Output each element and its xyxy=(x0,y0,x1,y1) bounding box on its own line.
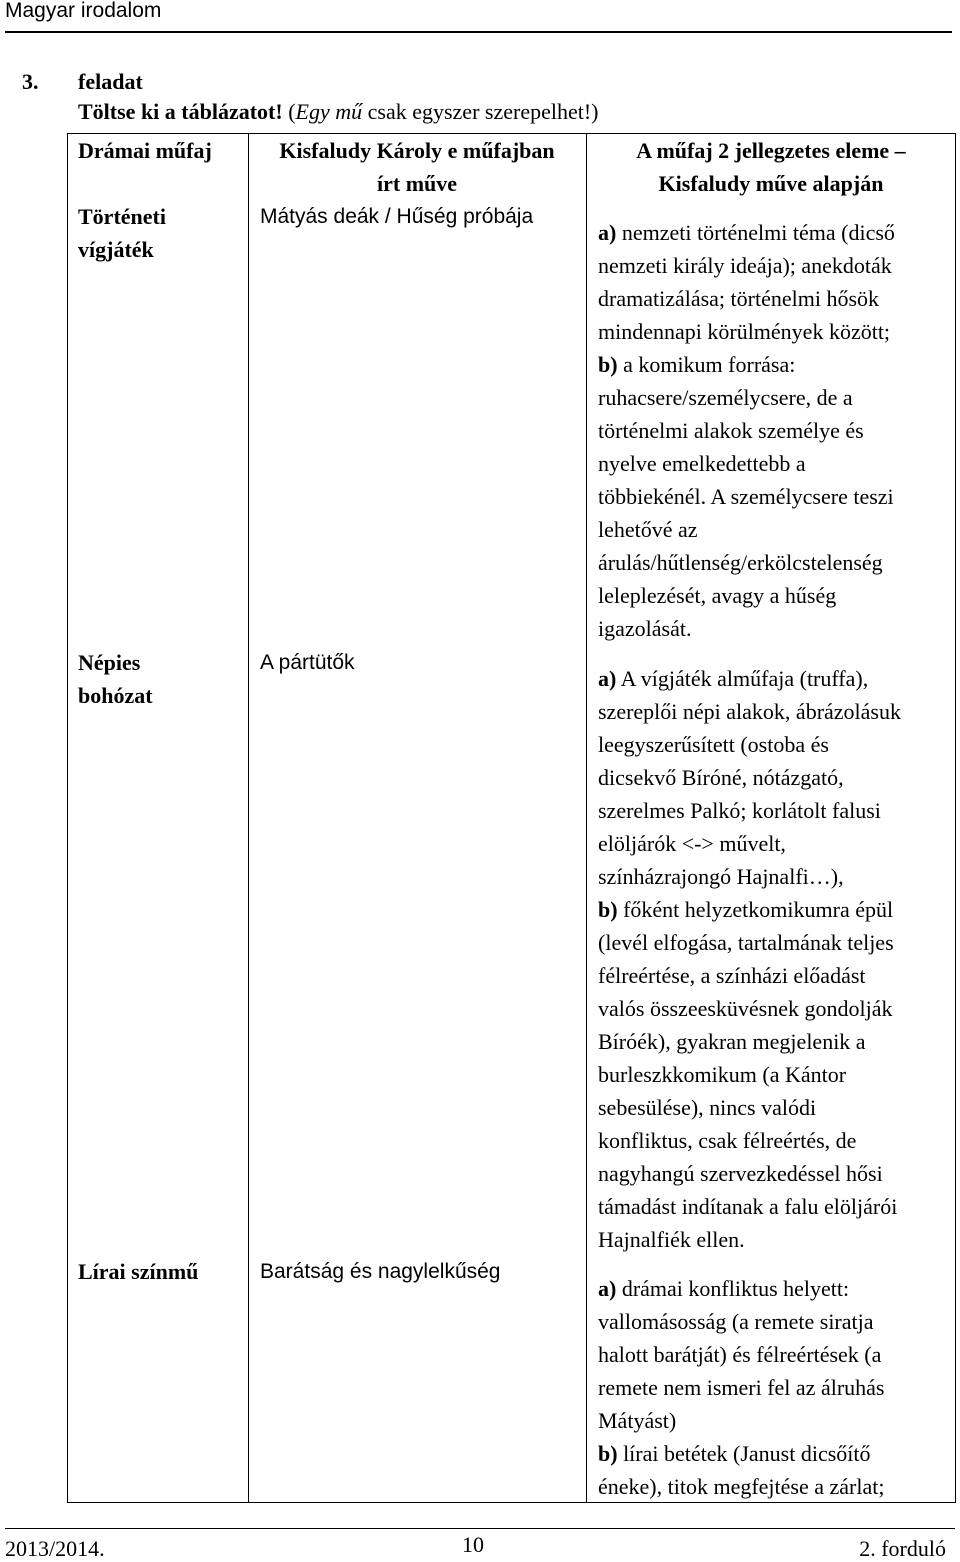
task-instruction xyxy=(78,98,599,126)
desc-line: mindennapi körülmények között; xyxy=(598,319,891,344)
footer-year: 2013/2014. xyxy=(5,1536,105,1561)
footer-rule xyxy=(5,1528,955,1529)
desc-line xyxy=(598,1437,884,1470)
table-border-left xyxy=(67,133,68,1503)
header-work-line2: írt műve xyxy=(376,171,458,196)
desc-line: valós összeesküvésnek gondolják xyxy=(598,996,893,1021)
footer-round: 2. forduló xyxy=(859,1536,946,1561)
desc-text: A vígjáték alműfaja (truffa), xyxy=(616,666,869,691)
desc-line xyxy=(598,893,901,926)
header-work-line1: Kisfaludy Károly e műfajban xyxy=(279,138,555,163)
row-1-work: Mátyás deák / Hűség próbája xyxy=(260,205,534,228)
header-title: Magyar irodalom xyxy=(5,0,162,22)
desc-line: Mátyást) xyxy=(598,1408,677,1433)
header-elements xyxy=(588,134,954,200)
desc-line: Hajnalfiék ellen. xyxy=(598,1227,745,1252)
instruction-italic: Egy mű xyxy=(295,99,363,124)
row-3-work: Barátság és nagylelkűség xyxy=(260,1260,501,1283)
desc-line xyxy=(598,1272,884,1305)
desc-line: támadást indítanak a falu elöljárói xyxy=(598,1194,898,1219)
desc-line: nagyhangú szervezkedéssel hősi xyxy=(598,1161,883,1186)
desc-line: többiekénél. A személycsere teszi xyxy=(598,484,894,509)
desc-line: halott barátját) és félreértések (a xyxy=(598,1342,882,1367)
genre-line: Népies xyxy=(78,650,141,675)
desc-line xyxy=(598,662,901,695)
task-number: 3. xyxy=(22,69,39,94)
row-3-genre xyxy=(78,1255,246,1288)
instruction-bold: Töltse ki a táblázatot! xyxy=(78,99,283,124)
instruction-rest: csak egyszer szerepelhet!) xyxy=(362,99,599,124)
row-3-description xyxy=(598,1272,884,1503)
desc-line: félreértése, a színházi előadást xyxy=(598,963,866,988)
desc-marker: b) xyxy=(598,897,618,922)
desc-marker: a) xyxy=(598,220,617,245)
page-footer xyxy=(0,1526,960,1561)
desc-line: igazolását. xyxy=(598,616,692,641)
desc-line: dramatizálása; történelmi hősök xyxy=(598,286,880,311)
desc-line: remete nem ismeri fel az álruhás xyxy=(598,1375,885,1400)
header-work xyxy=(250,134,584,200)
desc-line: burleszkkomikum (a Kántor xyxy=(598,1062,847,1087)
genre-line: Lírai színmű xyxy=(78,1259,199,1284)
desc-line: árulás/hűtlenség/erkölcstelenség xyxy=(598,550,883,575)
table-border-right xyxy=(955,133,956,1503)
desc-line: dicsekvő Bíróné, nótázgató, xyxy=(598,765,844,790)
desc-line: éneke), titok megfejtése a zárlat; xyxy=(598,1474,885,1499)
desc-line xyxy=(598,348,895,381)
desc-line: sebesülése), nincs valódi xyxy=(598,1095,817,1120)
desc-line: szerelmes Palkó; korlátolt falusi xyxy=(598,798,881,823)
task-label: feladat xyxy=(78,69,143,94)
header-rule xyxy=(5,31,952,33)
genre-line: bohózat xyxy=(78,683,153,708)
desc-text: főként helyzetkomikumra épül xyxy=(617,897,894,922)
desc-marker: a) xyxy=(598,1276,617,1301)
desc-text: drámai konfliktus helyett: xyxy=(616,1276,850,1301)
desc-line: nemzeti király ideája); anekdoták xyxy=(598,253,892,278)
desc-line: vallomásosság (a remete siratja xyxy=(598,1309,874,1334)
genre-line: vígjáték xyxy=(78,237,154,262)
desc-line: leegyszerűsített (ostoba és xyxy=(598,732,829,757)
header-genre: Drámai műfaj xyxy=(78,138,212,163)
desc-marker: b) xyxy=(598,1441,618,1466)
instruction-open: ( xyxy=(282,99,296,124)
row-2-description xyxy=(598,662,901,1256)
desc-marker: a) xyxy=(598,666,617,691)
table-divider-1 xyxy=(248,133,249,1503)
header-elements-line2: Kisfaludy műve alapján xyxy=(658,171,884,196)
desc-line: nyelve emelkedettebb a xyxy=(598,451,806,476)
table-divider-2 xyxy=(586,133,587,1503)
desc-line: lehetővé az xyxy=(598,517,698,542)
genre-line: Történeti xyxy=(78,204,166,229)
desc-line: leleplezését, avagy a hűség xyxy=(598,583,837,608)
page-header xyxy=(5,0,955,30)
row-2-genre xyxy=(78,646,246,712)
desc-line: ruhacsere/személycsere, de a xyxy=(598,385,853,410)
desc-line: színházrajongó Hajnalfi…), xyxy=(598,864,844,889)
desc-line: konfliktus, csak félreértés, de xyxy=(598,1128,857,1153)
row-1-genre xyxy=(78,200,246,266)
header-elements-line1: A műfaj 2 jellegzetes eleme – xyxy=(636,138,906,163)
desc-line: Bíróék), gyakran megjelenik a xyxy=(598,1029,866,1054)
desc-text: lírai betétek (Janust dicsőítő xyxy=(617,1441,871,1466)
desc-line xyxy=(598,216,895,249)
desc-line: elöljárók <-> művelt, xyxy=(598,831,786,856)
desc-line: (levél elfogása, tartalmának teljes xyxy=(598,930,894,955)
row-1-description xyxy=(598,216,895,645)
desc-text: a komikum forrása: xyxy=(617,352,796,377)
desc-text: nemzeti történelmi téma (dicső xyxy=(616,220,895,245)
task-heading xyxy=(22,68,143,96)
desc-marker: b) xyxy=(598,352,618,377)
desc-line: szereplői népi alakok, ábrázolásuk xyxy=(598,699,901,724)
desc-line: történelmi alakok személye és xyxy=(598,418,864,443)
row-2-work: A pártütők xyxy=(260,651,355,674)
footer-page-number: 10 xyxy=(462,1532,484,1557)
